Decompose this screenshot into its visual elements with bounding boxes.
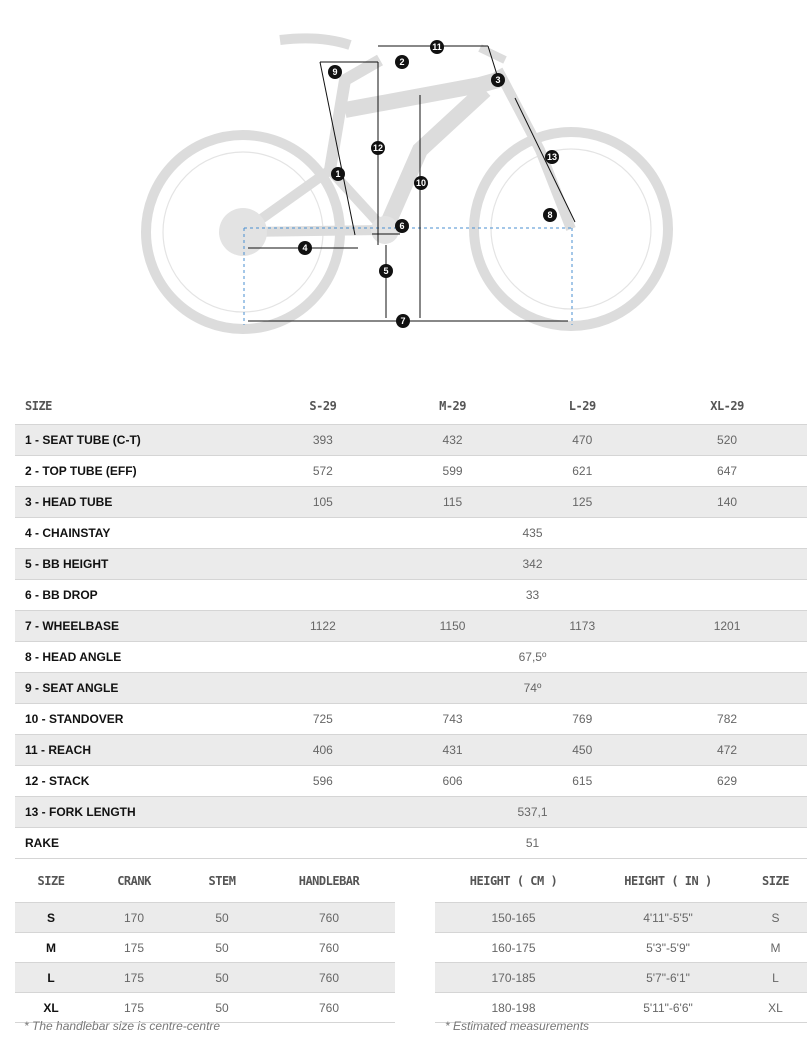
row-label: 7 - WHEELBASE [15,611,258,642]
row-value: 1122 [258,611,388,642]
marker-5 [379,264,393,278]
header-stem: STEM [208,874,236,888]
row-label: 11 - REACH [15,735,258,766]
row-value-all-sizes: 342 [258,549,807,580]
marker-11 [430,40,444,54]
geometry-row [15,456,807,487]
row-value: 472 [647,735,807,766]
geometry-row [15,611,807,642]
row-value-all-sizes: 33 [258,580,807,611]
height-cell: XL [744,993,807,1023]
row-value: 1173 [517,611,647,642]
height-row [435,933,807,963]
row-value: 520 [647,425,807,456]
marker-12 [371,141,385,155]
components-cell: 760 [263,963,395,993]
row-value-all-sizes: 435 [258,518,807,549]
geometry-row [15,487,807,518]
bike-silhouette [146,38,668,329]
row-label: 4 - CHAINSTAY [15,518,258,549]
row-value: 393 [258,425,388,456]
geometry-header-row [15,388,807,425]
components-cell: 175 [87,933,181,963]
row-value: 450 [517,735,647,766]
height-cell: 180-198 [435,993,592,1023]
row-value: 769 [517,704,647,735]
height-cell: M [744,933,807,963]
geometry-row [15,549,807,580]
marker-2 [395,55,409,69]
row-value: 629 [647,766,807,797]
height-cell: 5'11"-6'6" [592,993,744,1023]
svg-text:10: 10 [415,178,427,188]
row-label: 6 - BB DROP [15,580,258,611]
row-value: 606 [388,766,518,797]
geometry-row [15,518,807,549]
svg-text:2: 2 [399,57,405,67]
header-crank: CRANK [117,874,151,888]
row-value: 115 [388,487,518,518]
row-label: 8 - HEAD ANGLE [15,642,258,673]
row-value: 1150 [388,611,518,642]
components-row [15,963,395,993]
svg-text:5: 5 [383,266,389,276]
row-value: 621 [517,456,647,487]
components-cell: 760 [263,993,395,1023]
svg-text:12: 12 [372,143,384,153]
row-value: 572 [258,456,388,487]
row-label: 12 - STACK [15,766,258,797]
header-xl29: XL-29 [710,399,744,413]
row-label: 1 - SEAT TUBE (C-T) [15,425,258,456]
svg-text:13: 13 [546,152,558,162]
geometry-row [15,735,807,766]
row-value: 647 [647,456,807,487]
svg-text:6: 6 [399,221,405,231]
row-value: 406 [258,735,388,766]
components-cell: 50 [181,963,263,993]
components-cell: L [15,963,87,993]
handlebar-note: * The handlebar size is centre-centre [24,1019,221,1033]
marker-3 [491,73,505,87]
row-value: 782 [647,704,807,735]
components-cell: 50 [181,933,263,963]
header-handlebar: HANDLEBAR [298,874,360,888]
geometry-row [15,580,807,611]
row-value-all-sizes: 537,1 [258,797,807,828]
header-size: SIZE [762,874,789,888]
components-cell: 50 [181,903,263,933]
bike-geometry-diagram [0,0,807,345]
row-value-all-sizes: 74º [258,673,807,704]
components-table [15,860,395,1023]
components-cell: 175 [87,993,181,1023]
header-s29: S-29 [309,399,337,413]
geometry-row [15,673,807,704]
geometry-row [15,828,807,859]
height-cell: 160-175 [435,933,592,963]
components-cell: 170 [87,903,181,933]
svg-text:7: 7 [400,316,406,326]
components-cell: M [15,933,87,963]
row-value: 725 [258,704,388,735]
height-cell: 5'3"-5'9" [592,933,744,963]
header-height-cm: HEIGHT ( CM ) [469,874,558,888]
height-cell: 5'7"-6'1" [592,963,744,993]
marker-1 [331,167,345,181]
components-cell: 760 [263,903,395,933]
marker-4 [298,241,312,255]
row-value: 431 [388,735,518,766]
marker-6 [395,219,409,233]
height-cell: 4'11"-5'5" [592,903,744,933]
components-cell: S [15,903,87,933]
components-row [15,933,395,963]
row-label: 2 - TOP TUBE (EFF) [15,456,258,487]
svg-text:11: 11 [432,42,442,52]
components-row [15,903,395,933]
row-label: RAKE [15,828,258,859]
height-row [435,993,807,1023]
components-cell: XL [15,993,87,1023]
header-size: SIZE [25,399,52,413]
row-value: 105 [258,487,388,518]
row-label: 9 - SEAT ANGLE [15,673,258,704]
geometry-row [15,704,807,735]
row-value: 1201 [647,611,807,642]
height-header-row [435,860,807,903]
row-value: 432 [388,425,518,456]
estimate-note: * Estimated measurements [445,1019,590,1033]
marker-13 [545,150,559,164]
geometry-row [15,766,807,797]
row-value: 615 [517,766,647,797]
geometry-row [15,642,807,673]
geometry-row [15,425,807,456]
components-cell: 175 [87,963,181,993]
svg-text:3: 3 [495,75,501,85]
height-row [435,903,807,933]
height-row [435,963,807,993]
geometry-table [15,388,807,859]
header-m29: M-29 [439,399,466,413]
row-label: 10 - STANDOVER [15,704,258,735]
row-value: 743 [388,704,518,735]
geometry-row [15,797,807,828]
marker-10 [414,176,428,190]
row-value: 596 [258,766,388,797]
svg-text:1: 1 [335,169,341,179]
marker-7 [396,314,410,328]
components-cell: 50 [181,993,263,1023]
height-cell: 150-165 [435,903,592,933]
row-value: 125 [517,487,647,518]
row-value: 599 [388,456,518,487]
components-row [15,993,395,1023]
height-cell: 170-185 [435,963,592,993]
svg-text:4: 4 [302,243,308,253]
marker-8 [543,208,557,222]
row-label: 5 - BB HEIGHT [15,549,258,580]
row-label: 13 - FORK LENGTH [15,797,258,828]
height-cell: S [744,903,807,933]
svg-text:8: 8 [547,210,553,220]
row-value-all-sizes: 51 [258,828,807,859]
svg-text:9: 9 [332,67,338,77]
marker-9 [328,65,342,79]
height-table [435,860,807,1023]
header-l29: L-29 [568,399,596,413]
header-height-in: HEIGHT ( IN ) [624,874,712,888]
row-value: 140 [647,487,807,518]
height-cell: L [744,963,807,993]
row-label: 3 - HEAD TUBE [15,487,258,518]
components-header-row [15,860,395,903]
header-size: SIZE [37,874,65,888]
row-value: 470 [517,425,647,456]
row-value-all-sizes: 67,5º [258,642,807,673]
components-cell: 760 [263,933,395,963]
